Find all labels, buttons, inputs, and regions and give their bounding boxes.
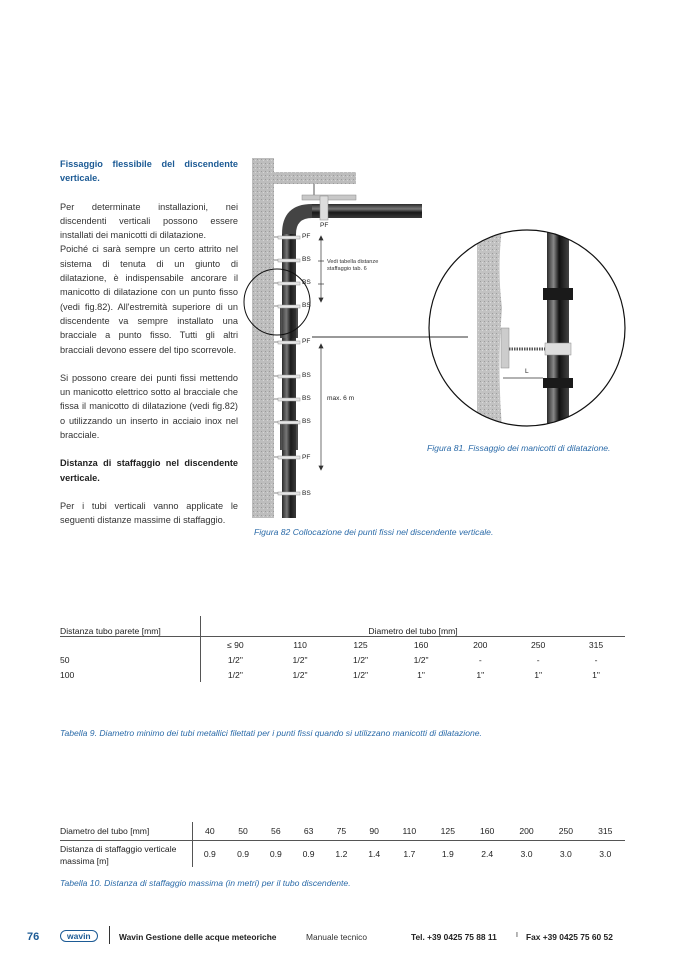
label-bs: BS: [302, 395, 311, 402]
col-header: ≤ 90: [227, 639, 244, 650]
paragraph: Poiché ci sarà sempre un certo attrito nel sistema di tenuta di un giunto di dilatazione, è indispensabile ancorare il manicotto di dilatazione con un punto fisso (vedi fig.82). All'estremità superiore di un discendente va sempre installato una bracciale a punto fisso. Tutti gli altri bracciali devono essere del tipo scorrevole.: [60, 244, 238, 355]
footer-separator: I: [516, 932, 518, 939]
figure-81-caption: Figura 81. Fissaggio dei manicotti di dilatazione.: [427, 443, 611, 453]
wavin-logo: wavin: [60, 930, 98, 942]
table-10-caption: Tabella 10. Distanza di staffaggio massima (in metri) per il tubo discendente.: [60, 878, 351, 888]
label-bs: BS: [302, 302, 311, 309]
table-9-min-pipe-diameter: [60, 616, 625, 682]
col-header: 250: [530, 639, 546, 650]
label-pf: PF: [302, 233, 311, 240]
expansion-joint-illustration: [427, 228, 627, 428]
table-10-row-label: Distanza di staffaggio verticale massima [m]: [60, 841, 193, 868]
section-heading-flexible-fixing: Fissaggio flessibile del discendente verticale.: [60, 159, 238, 184]
paragraph: Si possono creare dei punti fissi mettendo un manicotto elettrico sotto al bracciale che fissa il manicotto di dilatazione (vedi fig.82) o utilizzando un inserto in acciaio inox nel bracciale.: [60, 372, 238, 441]
table-10-header-label: Diametro del tubo [mm]: [60, 822, 193, 841]
table-9-row-header: Distanza tubo parete [mm]: [60, 616, 201, 637]
col-header: 125: [353, 639, 368, 650]
label-bs: BS: [302, 490, 311, 497]
table-9-group-header: Diametro del tubo [mm]: [201, 616, 626, 637]
label-bs: BS: [302, 372, 311, 379]
col-header: 160: [413, 639, 429, 650]
table-row: Diametro del tubo [mm] 40 50 56 63 75 90 110 125 160 200 250 315: [60, 822, 625, 841]
table-row: [60, 637, 625, 653]
note-see-table: Vedi tabella distanze staffaggio tab. 6: [327, 259, 379, 272]
footer-fax: Fax +39 0425 75 60 52: [526, 932, 613, 942]
section-heading-bracket-distance: Distanza di staffaggio nel discendente verticale.: [60, 458, 238, 483]
page-footer: [0, 928, 677, 946]
table-row: 100 1/2" 1/2" 1/2" 1" 1" 1" 1": [60, 667, 625, 682]
page-number: 76: [27, 931, 40, 943]
paragraph: Per determinate installazioni, nei discendenti verticali possono essere installati dei manicotti di dilatazione.: [60, 201, 238, 241]
table-10-max-bracket-distance: [60, 822, 625, 867]
footer-title-bold: Wavin Gestione delle acque meteoriche: [119, 932, 277, 942]
col-header: 110: [293, 639, 307, 650]
paragraph: Per i tubi verticali vanno applicate le seguenti distanze massime di staffaggio.: [60, 500, 238, 526]
label-pf: PF: [302, 338, 311, 345]
label-bs: BS: [302, 418, 311, 425]
table-9-caption: Tabella 9. Diametro minimo dei tubi metallici filettati per i punti fissi quando si utilizzano manicotti di dilatazione.: [60, 728, 482, 738]
table-row: 50 1/2" 1/2" 1/2" 1/2" - - -: [60, 652, 625, 667]
footer-title-regular: Manuale tecnico: [306, 932, 367, 942]
dimension-label-l: L: [525, 368, 529, 375]
body-text-column: [60, 157, 238, 542]
label-max-6m: max. 6 m: [327, 395, 355, 402]
col-header: 315: [588, 639, 604, 650]
label-bs: BS: [302, 256, 311, 263]
footer-tel: Tel. +39 0425 75 88 11: [411, 932, 497, 942]
figure-82-caption: Figura 82 Collocazione dei punti fissi nel discendente verticale.: [254, 527, 494, 537]
figure-81-detail-diagram: [427, 228, 627, 428]
label-pf-top: PF: [320, 222, 329, 229]
col-header: 200: [473, 639, 488, 650]
footer-divider: [109, 926, 110, 944]
label-bs: BS: [302, 279, 311, 286]
label-pf: PF: [302, 454, 311, 461]
table-row: Distanza di staffaggio verticale massima [m] 0.9 0.9 0.9 0.9 1.2 1.4 1.7 1.9 2.4 3.0 3.0 3.0: [60, 841, 625, 868]
